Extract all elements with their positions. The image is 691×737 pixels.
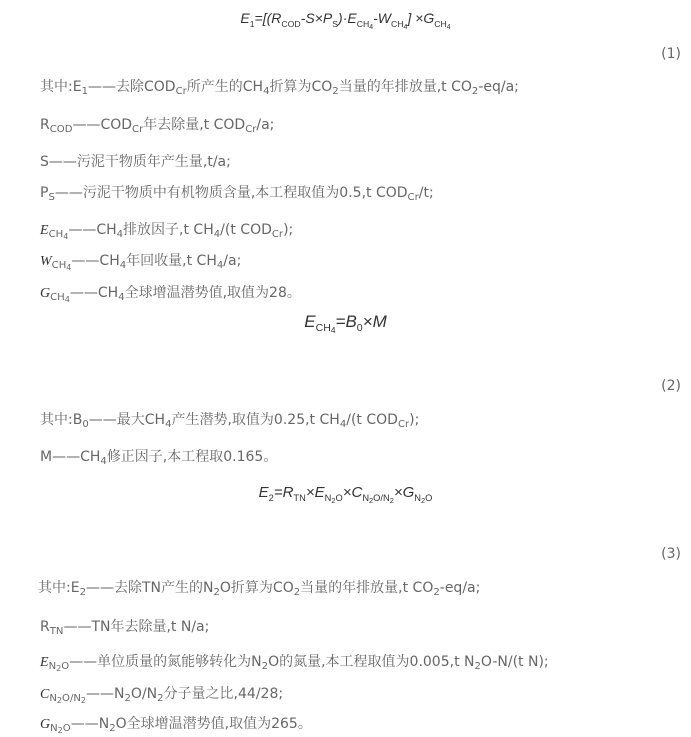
definition-gn2o: $G_{N2O}——N_2O$全球增温潜势值,取值为265。 <box>40 716 312 735</box>
equation-3: $E_2=R_{TN}\times E_{N_2O}\times C_{N_2O/N_2}\times G_{N_2O}$ <box>258 484 433 505</box>
definition-ech4: $E_{CH4}——CH_4$排放因子,t $CH_4/(t$ $COD_{Cr}$); <box>40 222 294 241</box>
definition-s: S——污泥干物质年产生量,t/a; <box>40 154 231 170</box>
equation-number-1: (1) <box>661 46 681 62</box>
definition-e2: 其中$:E_2——$去除TN产生的$N_2O$折算为$CO_2$当量的年排放量,t $CO_2-eq/a$; <box>38 580 481 598</box>
definition-gch4: $G_{CH4}——CH_4$全球增温潜势值,取值为28。 <box>40 285 301 304</box>
definition-m: $M——CH_4$修正因子,本工程取0.165。 <box>40 449 278 467</box>
definition-ps: $P_S——$污泥干物质中有机物质含量,本工程取值为0.5,t $COD_{Cr}/t$; <box>40 185 434 203</box>
definition-b0: 其中$:B_0——$最大$CH_4$产生潜势,取值为0.25,t $CH_4/(t$ $COD_{Cr}$); <box>40 412 420 430</box>
equation-number-2: (2) <box>661 378 681 394</box>
equation-number-3: (3) <box>661 546 681 562</box>
definition-en2o: $E_{N2O}——$单位质量的氮能够转化为$N_2O$的氮量,本工程取值为0.005,t $N_2O-N/(t$ N); <box>40 654 549 673</box>
definition-e1: 其中$:E_1——$去除$COD_{Cr}$所产生的$CH_4$折算为$CO_2$当量的年排放量,t $CO_2-eq/a$; <box>40 79 519 97</box>
definition-cn2o: $C_{N2O/N2}——N_2O/N_2$分子量之比,44/28; <box>40 686 284 705</box>
definition-rtn: $R_{TN}——TN$年去除量,t N/a; <box>40 619 210 637</box>
equation-1: $E_1=[(R_{COD}-S\times P_S)\cdot E_{CH_4}-W_{CH_4}] \times G_{CH_4}$ <box>240 10 451 31</box>
equation-2: $E_{CH4}=B_0\times M$ <box>304 312 387 335</box>
definition-wch4: $W_{CH4}——CH_4$年回收量,t $CH_4/a$; <box>40 253 242 272</box>
definition-rcod: $R_{COD}——COD_{Cr}$年去除量,t $COD_{Cr}/a$; <box>40 117 275 135</box>
